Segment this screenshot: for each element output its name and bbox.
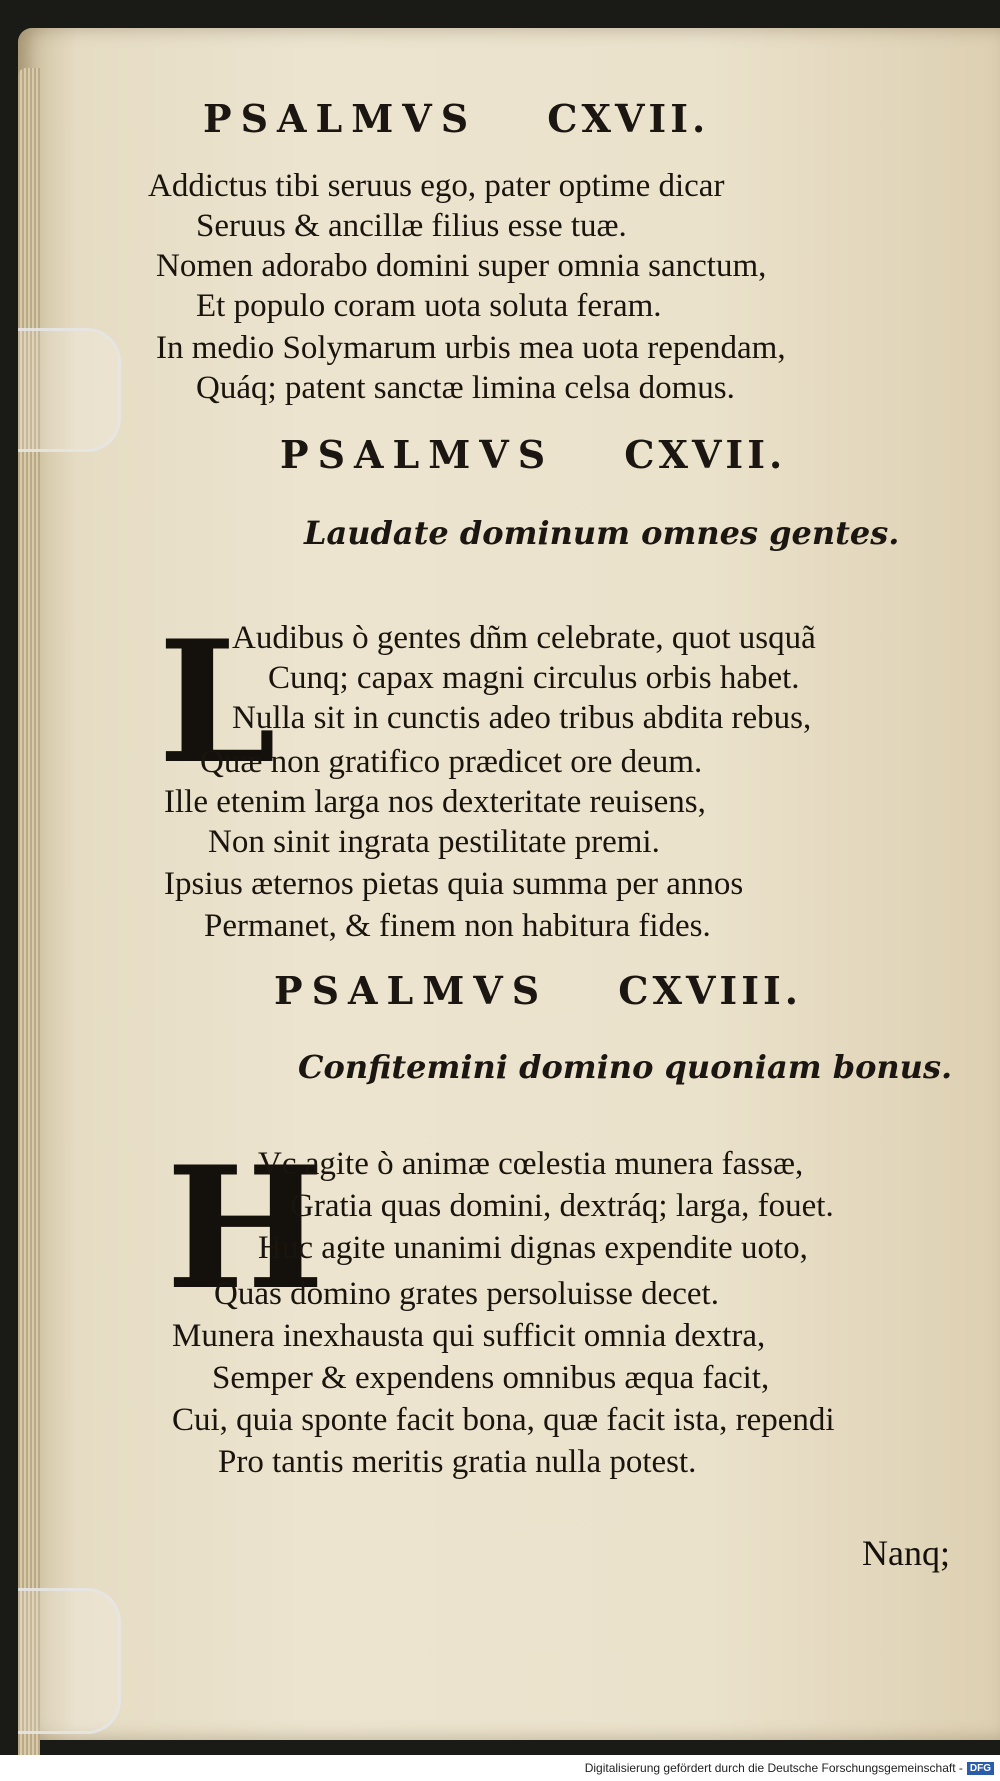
drop-capital: L (158, 603, 277, 801)
footer (585, 1757, 994, 1779)
verse-line: Ipsius æternos pietas quia summa per annos (164, 866, 744, 902)
psalm-number: CXVIII. (618, 968, 802, 1013)
verse-line: Non sinit ingrata pestilitate premi. (208, 824, 660, 860)
verse-line: Huc agite unanimi dignas expendite uoto, (258, 1230, 808, 1266)
verse-line: Gratia quas domini, dextráq; larga, fouet. (290, 1188, 834, 1224)
psalm-heading (203, 96, 709, 141)
psalm-heading-label: PSALMVS (280, 432, 555, 477)
psalm-heading-label: PSALMVS (274, 968, 549, 1013)
page-edge (18, 68, 40, 1768)
psalm-subtitle: Confitemini domino quoniam bonus. (298, 1048, 953, 1086)
verse-line: Cunq; capax magni circulus orbis habet. (268, 660, 800, 696)
verse-line: Addictus tibi seruus ego, pater optime dicar (148, 168, 725, 204)
drop-capital: H (166, 1129, 325, 1327)
catchword: Nanq; (862, 1533, 950, 1573)
verse-line: Ille etenim larga nos dexteritate reuisens, (164, 784, 706, 820)
verse-line: In medio Solymarum urbis mea uota rependam, (156, 330, 786, 366)
verse-line: Nomen adorabo domini super omnia sanctum, (156, 248, 767, 284)
verse-line: Audibus ò gentes dñm celebrate, quot usquã (232, 620, 816, 656)
psalm-number: CXVII. (624, 432, 787, 477)
verse-line: Quáq; patent sanctæ limina celsa domus. (196, 370, 735, 406)
page-clip-bottom (18, 1588, 121, 1734)
verse-line: Vc agite ò animæ cœlestia munera fassæ, (258, 1146, 804, 1182)
psalm-heading (280, 432, 786, 477)
psalm-number: CXVII. (547, 96, 710, 141)
psalm-heading-label: PSALMVS (203, 96, 478, 141)
footer-credit: Digitalisierung gefördert durch die Deutsche Forschungsgemeinschaft - (584, 1761, 963, 1775)
verse-line: Quas domino grates persoluisse decet. (214, 1276, 719, 1312)
verse-line: Nulla sit in cunctis adeo tribus abdita rebus, (232, 700, 812, 736)
verse-line: Cui, quia sponte facit bona, quæ facit ista, rependi (172, 1402, 835, 1438)
verse-line: Semper & expendens omnibus æqua facit, (212, 1360, 770, 1396)
psalm-subtitle: Laudate dominum omnes gentes. (304, 514, 900, 552)
verse-line: Pro tantis meritis gratia nulla potest. (218, 1444, 697, 1480)
verse-line: Et populo coram uota soluta feram. (196, 288, 662, 324)
verse-line: Seruus & ancillæ filius esse tuæ. (196, 208, 627, 244)
page-clip-top (18, 328, 121, 452)
psalm-heading (274, 968, 802, 1013)
verse-line: Permanet, & finem non habitura fides. (204, 908, 711, 944)
verse-line: Munera inexhausta qui sufficit omnia dextra, (172, 1318, 766, 1354)
dfg-logo: DFG (967, 1762, 994, 1775)
book-page (18, 28, 1000, 1740)
verse-line: Quæ non gratifico prædicet ore deum. (200, 744, 703, 780)
